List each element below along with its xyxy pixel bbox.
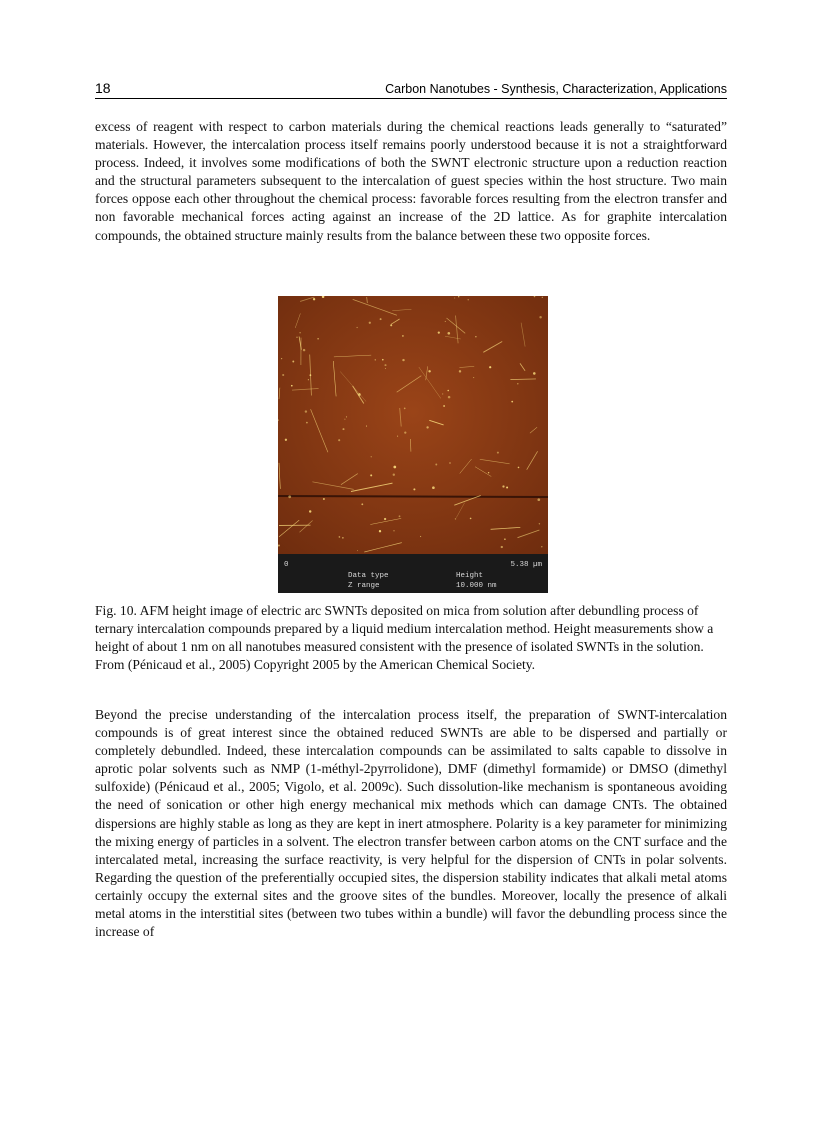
- figure-caption: Fig. 10. AFM height image of electric arc SWNTs deposited on mica from solution after debundling process of ternary intercalation compounds prepared by a liquid medium intercalation method. Height measurements show a height of about 1 nm on all nanotubes measured consistent with the presence of isolated SWNTs in the solution. From (Pénicaud et al., 2005) Copyright 2005 by the American Chemical Society.: [95, 603, 714, 673]
- running-title: Carbon Nanotubes - Synthesis, Characterization, Applications: [385, 82, 727, 96]
- particle: [454, 297, 455, 298]
- particle: [539, 523, 540, 524]
- particle: [339, 536, 341, 538]
- afm-height-image: [278, 296, 548, 593]
- particle: [504, 538, 506, 540]
- particle: [278, 544, 280, 546]
- particle: [402, 335, 404, 337]
- particle: [308, 379, 309, 380]
- particle: [447, 332, 450, 335]
- particle: [404, 408, 406, 410]
- particle: [542, 297, 543, 298]
- particle: [537, 498, 540, 501]
- particle: [291, 385, 293, 387]
- particle: [384, 364, 386, 366]
- particle: [306, 422, 308, 424]
- particle: [445, 321, 446, 322]
- running-header: [95, 79, 727, 99]
- particle: [426, 426, 428, 428]
- particle: [361, 503, 363, 505]
- particle: [390, 324, 392, 326]
- particle: [299, 332, 300, 333]
- data-type-value: Height: [456, 572, 484, 580]
- particle: [305, 410, 307, 412]
- particle: [344, 419, 345, 420]
- particle: [303, 349, 305, 351]
- particle: [533, 372, 536, 375]
- particle: [518, 467, 520, 469]
- particle: [379, 530, 381, 532]
- particle: [458, 296, 459, 297]
- particle: [541, 546, 542, 547]
- particle: [285, 439, 287, 441]
- particle: [357, 550, 358, 551]
- particle: [356, 327, 357, 328]
- particle: [475, 336, 476, 337]
- particle: [366, 426, 367, 427]
- particle: [448, 396, 451, 399]
- particle: [342, 537, 343, 538]
- particle: [310, 374, 312, 376]
- particle: [296, 337, 297, 338]
- particle: [393, 474, 395, 476]
- particle: [438, 331, 440, 333]
- particle: [517, 383, 518, 384]
- particle: [468, 299, 469, 300]
- particle: [380, 318, 382, 320]
- z-range-label: Z range: [348, 582, 380, 590]
- particle: [470, 518, 472, 520]
- particle: [371, 456, 372, 457]
- particle: [292, 361, 294, 363]
- particle: [502, 485, 504, 487]
- particle: [369, 322, 371, 324]
- particle: [402, 359, 404, 361]
- particle: [506, 486, 508, 488]
- scan-info-bar: [278, 554, 548, 593]
- z-range-value: 10.000 nm: [456, 582, 497, 590]
- data-type-label: Data type: [348, 572, 389, 580]
- particle: [432, 486, 435, 489]
- body-paragraph-2: Beyond the precise understanding of the intercalation process itself, the preparation of SWNT-intercalation compounds is of great interest since the obtained reduced SWNTs are able to be dispersed and partially or completely debundled. Indeed, these intercalation compounds can be assimilated to salts capable to dissolve in aprotic polar solvents such as NMP (1-méthyl-2pyrrolidone), DMF (dimethyl formamide) or DMSO (dimethyl sulfoxide) (Pénicaud et al., 2005; Vigolo, et al. 2009c). Such dissolution-like mechanism is spontaneous avoiding the need of sonication or other high energy mechanical mix methods which can damage CNTs. The obtained dispersions are highly stable as long as they are kept in inert atmosphere. Polarity is a key parameter for minimizing the mixing energy of particles in a solvent. The electron transfer between carbon atoms on the CNT surface and the intercalated metal, increasing the surface reactivity, is very helpful for the dispersion of CNTs in polar solvents. Regarding the question of the preferentially occupied sites, the dispersion stability indicates that alkali metal atoms certainly occupy the external sites and the groove sites of the bundles. Moreover, locally the presence of alkali metal atoms in the interstitial sites (between two tubes within a bundle) will favor the debundling process since the increase of: [95, 707, 727, 940]
- particle: [455, 518, 456, 519]
- particle: [288, 495, 291, 498]
- particle: [309, 510, 311, 512]
- particle: [384, 518, 386, 520]
- scan-scale-label: 5.38 µm: [510, 561, 542, 569]
- particle: [393, 530, 394, 531]
- particle: [346, 416, 347, 417]
- particle: [497, 452, 499, 454]
- particle: [313, 298, 315, 300]
- particle: [428, 370, 430, 372]
- particle: [382, 359, 384, 361]
- figure-afm: [278, 296, 548, 593]
- particle: [399, 515, 401, 517]
- particle: [397, 436, 398, 437]
- particle: [442, 393, 443, 394]
- particle: [488, 472, 489, 473]
- particle: [385, 368, 386, 369]
- particle: [282, 374, 284, 376]
- body-paragraph-1: excess of reagent with respect to carbon materials during the chemical reactions leads generally to “saturated” materials. However, the intercalation process itself remains poorly understood because it is not a straightforward process. Indeed, it involves some modifications of both the SWNT electronic structure upon a reduction reaction and the structural parameters subsequent to the intercalation of guest species within the host structure. Two main forces oppose each other throughout the chemical process: favorable forces resulting from the electron transfer and non favorable mechanical forces acting against an increase of the 2D lattice. As for graphite intercalation compounds, the obtained structure mainly results from the balance between these two opposite forces.: [95, 119, 727, 243]
- particle: [342, 428, 344, 430]
- particle: [501, 546, 503, 548]
- particle: [435, 464, 437, 466]
- particle: [489, 366, 491, 368]
- particle: [375, 359, 376, 360]
- particle: [511, 401, 513, 403]
- particle: [358, 393, 361, 396]
- particle: [413, 488, 415, 490]
- afm-background: [278, 296, 548, 554]
- scan-origin-label: 0: [284, 561, 289, 569]
- particle: [459, 370, 461, 372]
- particle: [370, 474, 372, 476]
- particle: [393, 466, 396, 469]
- particle: [317, 338, 319, 340]
- particle: [420, 536, 421, 537]
- particle: [447, 390, 449, 392]
- particle: [323, 498, 325, 500]
- particle: [443, 405, 445, 407]
- particle: [281, 358, 282, 359]
- particle: [404, 431, 406, 433]
- scan-line-artifact: [278, 496, 548, 497]
- particle: [449, 462, 450, 463]
- particle: [473, 377, 474, 378]
- particle: [338, 439, 340, 441]
- particle: [539, 316, 541, 318]
- page-number: 18: [95, 80, 111, 96]
